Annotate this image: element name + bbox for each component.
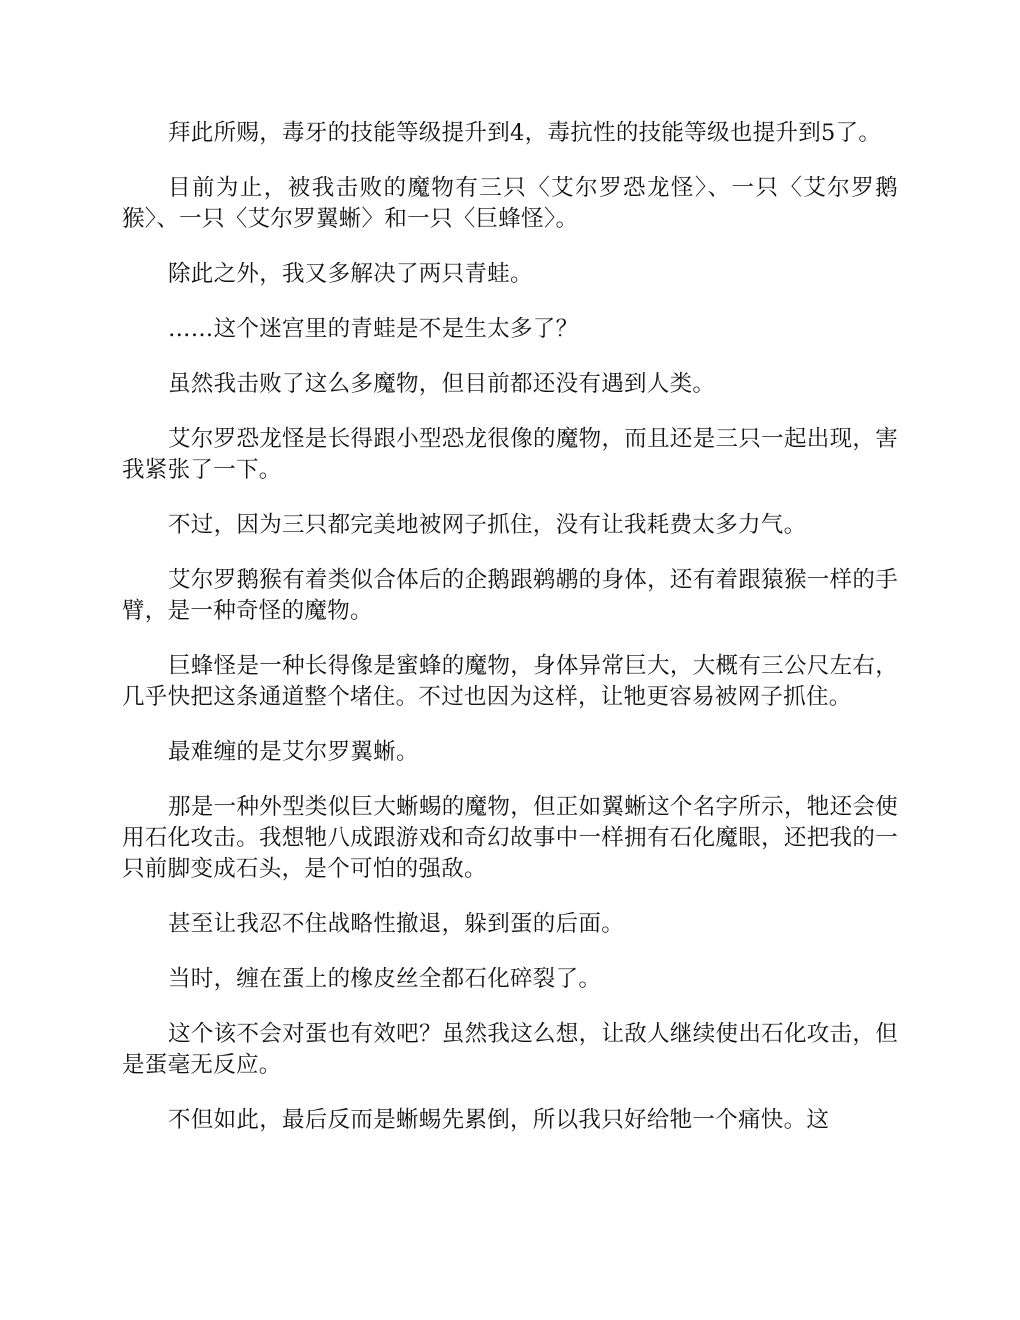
paragraph: 这个该不会对蛋也有效吧？虽然我这么想，让敌人继续使出石化攻击，但是蛋毫无反应。 [122, 1021, 898, 1078]
paragraph: 甚至让我忍不住战略性撤退，躲到蛋的后面。 [168, 911, 625, 937]
paragraph: 当时，缠在蛋上的橡皮丝全都石化碎裂了。 [168, 966, 602, 992]
paragraph: ……这个迷宫里的青蛙是不是生太多了？ [168, 316, 579, 342]
paragraph: 艾尔罗鹅猴有着类似合体后的企鹅跟鹈鹕的身体，还有着跟猿猴一样的手臂，是一种奇怪的魔物。 [122, 567, 898, 624]
document-page [122, 118, 898, 1160]
paragraph: 巨蜂怪是一种长得像是蜜蜂的魔物，身体异常巨大，大概有三公尺左右，几乎快把这条通道整个堵住。不过也因为这样，让牠更容易被网子抓住。 [122, 653, 898, 710]
paragraph: 最难缠的是艾尔罗翼蜥。 [168, 739, 419, 765]
paragraph: 虽然我击败了这么多魔物，但目前都还没有遇到人类。 [168, 371, 716, 397]
paragraph: 拜此所赐，毒牙的技能等级提升到4，毒抗性的技能等级也提升到5了。 [168, 120, 882, 146]
paragraph: 目前为止，被我击败的魔物有三只〈艾尔罗恐龙怪〉、一只〈艾尔罗鹅猴〉、一只〈艾尔罗翼蜥〉和一只〈巨蜂怪〉。 [122, 175, 898, 232]
paragraph: 不过，因为三只都完美地被网子抓住，没有让我耗费太多力气。 [168, 512, 807, 538]
paragraph: 那是一种外型类似巨大蜥蜴的魔物，但正如翼蜥这个名字所示，牠还会使用石化攻击。我想牠八成跟游戏和奇幻故事中一样拥有石化魔眼，还把我的一只前脚变成石头，是个可怕的强敌。 [122, 794, 898, 882]
paragraph: 艾尔罗恐龙怪是长得跟小型恐龙很像的魔物，而且还是三只一起出现，害我紧张了一下。 [122, 426, 898, 483]
paragraph: 除此之外，我又多解决了两只青蛙。 [168, 261, 533, 287]
paragraph: 不但如此，最后反而是蜥蜴先累倒，所以我只好给牠一个痛快。这 [168, 1107, 830, 1133]
